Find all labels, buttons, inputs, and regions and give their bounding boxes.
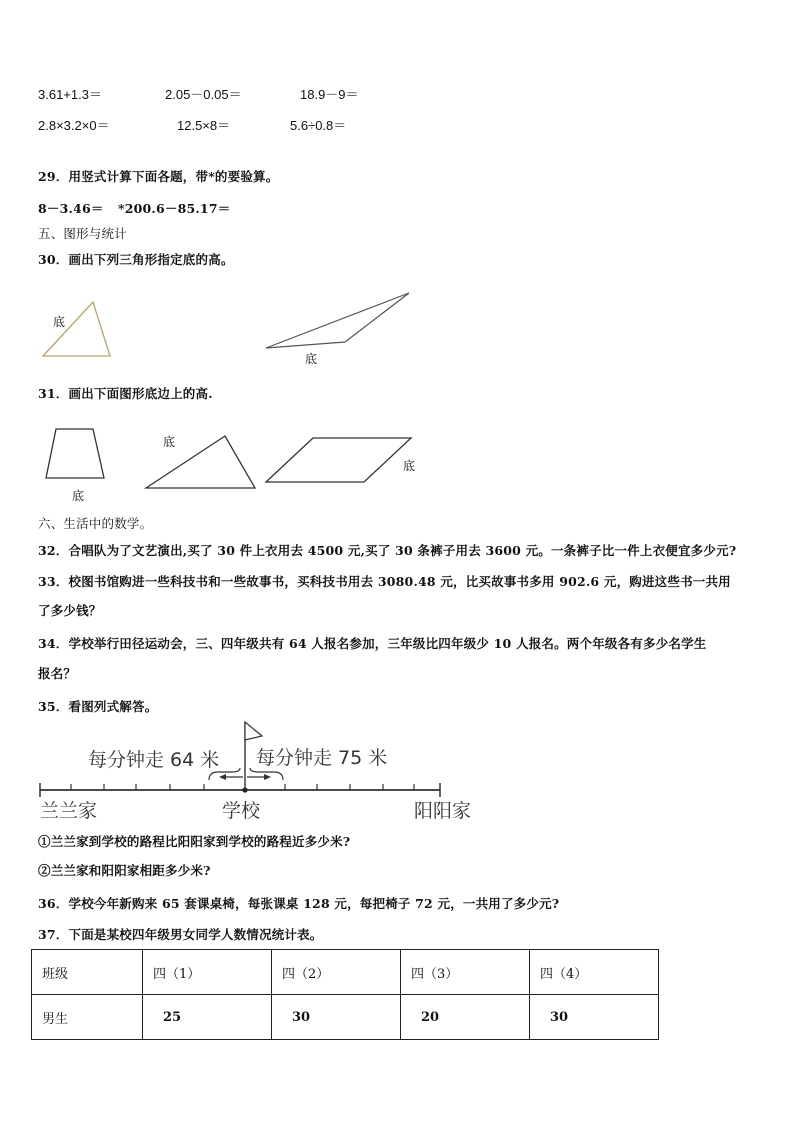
question-36: 36．学校今年新购来 65 套课桌椅，每张课桌 128 元，每把椅子 72 元，一共用了多少元? (38, 896, 560, 911)
flag-icon (245, 722, 262, 740)
question-29-title: 29．用竖式计算下面各题，带*的要验算。 (38, 169, 279, 184)
question-33-line2: 了多少钱？ (38, 603, 102, 618)
calc-item: 12.5×8＝ (177, 118, 231, 133)
obtuse-triangle-figure (266, 293, 409, 348)
table-cell: 20 (401, 995, 530, 1040)
yangyang-home-label: 阳阳家 (414, 800, 472, 822)
school-label: 学校 (222, 800, 261, 822)
question-33-line1: 33．校图书馆购进一些科技书和一些故事书，买科技书用去 3080.48 元，比买故事书多用 902.6 元，购进这些书一共用 (38, 574, 731, 589)
question-37-title: 37．下面是某校四年级男女同学人数情况统计表。 (38, 927, 323, 942)
table-header-cell: 班级 (32, 950, 143, 995)
calc-item: 3.61+1.3＝ (38, 87, 102, 102)
calc-item: 5.6÷0.8＝ (290, 118, 347, 133)
question-34-line1: 34．学校举行田径运动会，三、四年级共有 64 人报名参加，三年级比四年级少 10 人报名。两个年级各有多少名学生 (38, 636, 707, 651)
question-30-title: 30．画出下列三角形指定底的高。 (38, 252, 234, 267)
parallelogram-figure (266, 438, 411, 482)
question-34-line2: 报名？ (38, 666, 77, 681)
vertical-calc-item: *200.6－85.17＝ (118, 201, 231, 216)
table-header-cell: 四（4） (530, 950, 659, 995)
section-6-heading: 六、生活中的数学。 (38, 516, 153, 531)
table-header-cell: 四（3） (401, 950, 530, 995)
question-31-title: 31．画出下面图形底边上的高. (38, 386, 213, 401)
table-row (32, 995, 659, 1040)
lanlan-home-label: 兰兰家 (40, 800, 98, 822)
table-header-cell: 四（1） (143, 950, 272, 995)
question-35-sub2: ②兰兰家和阳阳家相距多少米? (38, 863, 211, 878)
vertical-calc-item: 8－3.46＝ (38, 201, 104, 216)
table-cell: 25 (143, 995, 272, 1040)
trapezoid-figure (46, 429, 104, 478)
base-label: 底 (53, 315, 66, 329)
table-header-cell: 四（2） (272, 950, 401, 995)
table-cell: 30 (530, 995, 659, 1040)
question-35-sub1: ①兰兰家到学校的路程比阳阳家到学校的路程近多少米? (38, 834, 351, 849)
question-35-title: 35．看图列式解答。 (38, 699, 158, 714)
calc-item: 2.8×3.2×0＝ (38, 118, 110, 133)
table-cell: 30 (272, 995, 401, 1040)
base-label: 底 (403, 459, 416, 473)
left-speed-label: 每分钟走 64 米 (88, 749, 220, 771)
calc-item: 18.9－9＝ (300, 87, 359, 102)
table-row-label: 男生 (32, 995, 143, 1040)
statistics-table (31, 949, 659, 1040)
calc-item: 2.05－0.05＝ (165, 87, 242, 102)
base-label: 底 (163, 435, 176, 449)
base-label: 底 (305, 352, 318, 366)
table-header-row (32, 950, 659, 995)
section-5-heading: 五、图形与统计 (38, 226, 127, 241)
base-label: 底 (72, 489, 85, 503)
question-32: 32．合唱队为了文艺演出,买了 30 件上衣用去 4500 元,买了 30 条裤子用去 3600 元。一条裤子比一件上衣便宜多少元? (38, 543, 737, 558)
right-speed-label: 每分钟走 75 米 (256, 747, 388, 769)
